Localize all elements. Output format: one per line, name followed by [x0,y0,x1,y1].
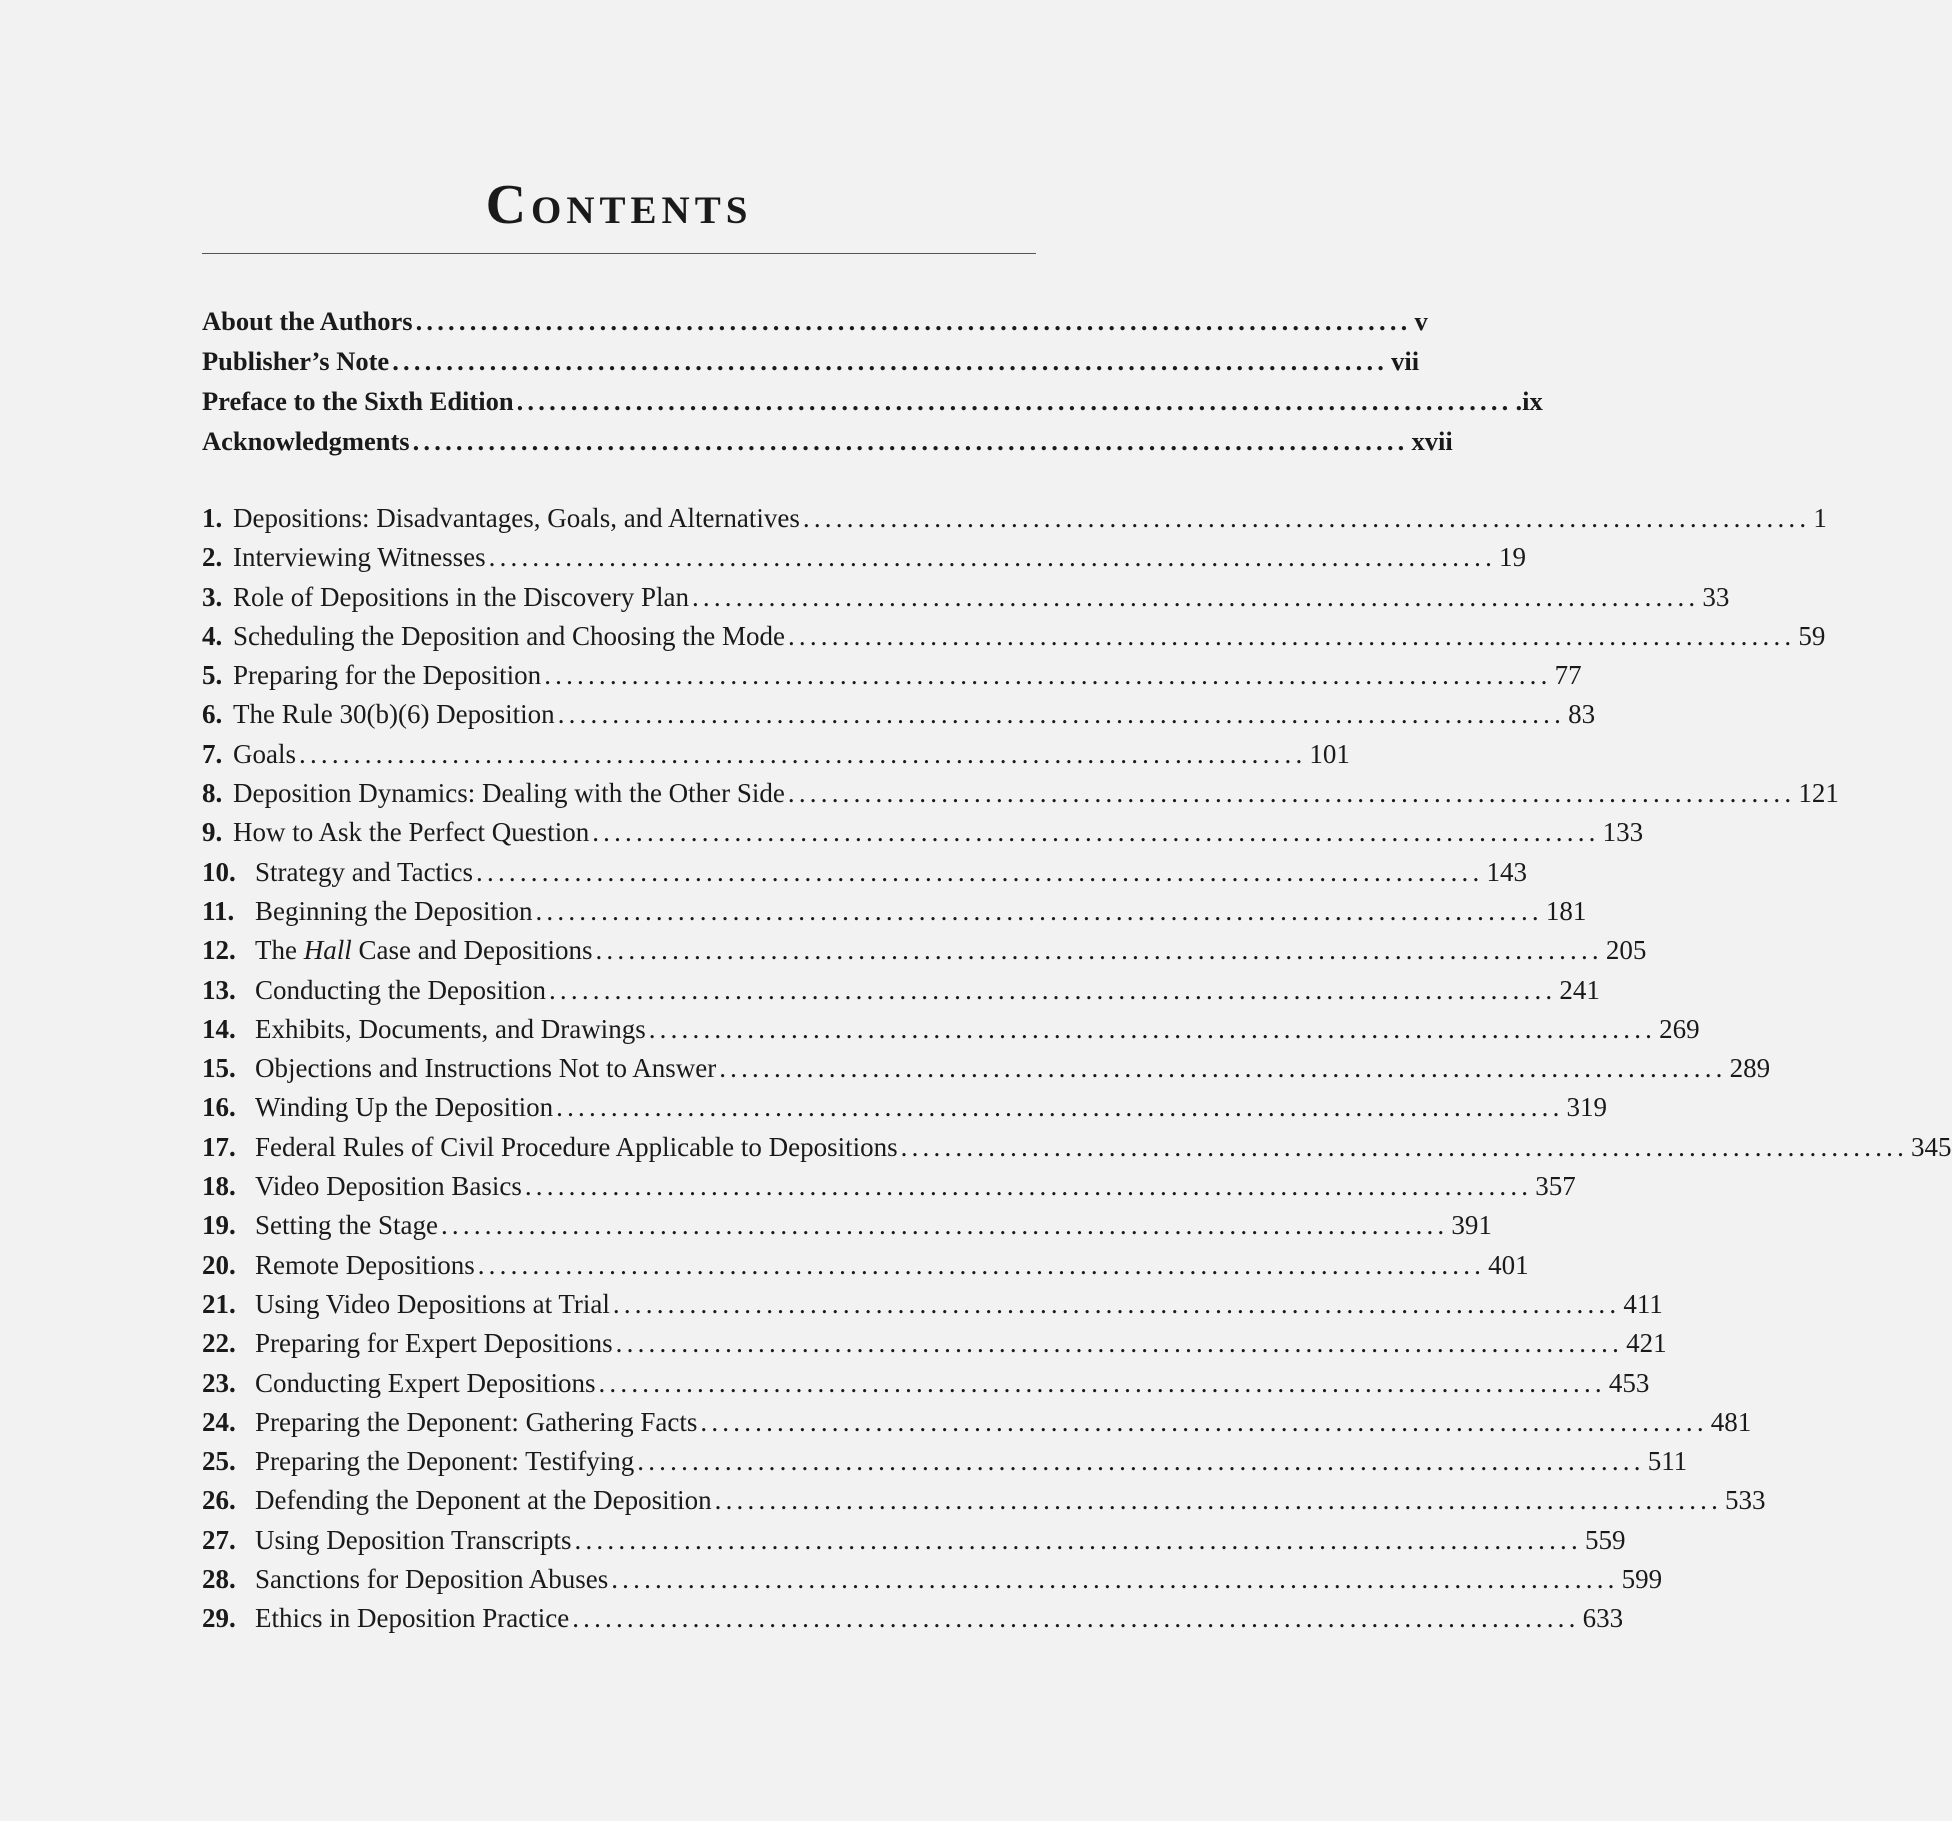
entry-title: Publisher’s Note [202,346,390,376]
page-number: 181 [1545,895,1587,926]
page-number: xvii [1411,426,1453,456]
dot-leader: ............................................................................................ [595,935,1603,966]
toc-entry[interactable] [202,306,1428,346]
page-number: 133 [1602,817,1644,848]
toc-entry[interactable] [202,581,1730,621]
title-divider [202,253,1036,254]
page-number: 511 [1647,1446,1688,1477]
dot-leader: ............................................................................................ [299,738,1307,769]
chapter-number: 28. [202,1564,236,1595]
dot-leader: ............................................................................................ [637,1446,1645,1477]
chapter-number: 2. [202,542,223,573]
toc-entry[interactable] [202,1485,1766,1524]
page-number: 77 [1554,660,1582,691]
page-number: .ix [1515,386,1543,416]
dot-leader: ............................................................................................ [691,581,1700,612]
toc-entry[interactable] [202,1092,1608,1131]
toc-entry[interactable] [202,699,1596,738]
page-number: 481 [1710,1406,1752,1437]
toc-entry[interactable] [202,1328,1667,1367]
entry-title: Winding Up the Deposition [255,1092,554,1123]
chapter-number: 5. [202,660,223,691]
dot-leader: ............................................................................................ [611,1564,1619,1595]
dot-leader: ............................................................................................ [574,1524,1582,1555]
entry-title: Exhibits, Documents, and Drawings [255,1013,646,1044]
dot-leader: ............................................................................................ [412,426,1409,456]
toc-entry[interactable] [202,1249,1529,1289]
entry-title: About the Authors [202,306,413,336]
page-number: 453 [1608,1367,1650,1398]
chapter-number: 4. [202,620,223,651]
dot-leader: ............................................................................................ [598,1367,1606,1398]
entry-title: Role of Depositions in the Discovery Plan [233,581,689,612]
dot-leader: ............................................................................................ [700,1406,1708,1437]
entry-title: Preparing for the Deposition [233,660,542,691]
page-number: 269 [1659,1013,1700,1044]
toc-entry[interactable] [202,1367,1650,1407]
chapter-number: 23. [202,1367,236,1398]
dot-leader: ............................................................................................ [535,895,1543,926]
page-number: 357 [1535,1171,1576,1202]
entry-title: Acknowledgments [202,426,410,456]
page-number: 319 [1566,1092,1608,1123]
entry-title: Strategy and Tactics [255,856,474,887]
toc-entry[interactable] [202,346,1420,386]
chapter-number: 1. [202,503,223,533]
entry-title: How to Ask the Perfect Question [233,817,590,848]
entry-title: Setting the Stage [255,1210,438,1241]
chapter-number: 22. [202,1328,236,1359]
chapter-number: 11. [202,895,235,926]
page-number: 559 [1584,1524,1626,1555]
dot-leader: ............................................................................................ [440,1210,1449,1241]
dot-leader: ............................................................................................ [544,660,1552,691]
chapter-number: 18. [202,1171,236,1202]
dot-leader: ............................................................................................ [787,778,1796,809]
chapter-number: 24. [202,1406,236,1437]
entry-title: Deposition Dynamics: Dealing with the Other Side [233,778,785,809]
chapter-number: 17. [202,1131,236,1162]
page-title: Contents [485,174,753,236]
page-number: 411 [1623,1288,1663,1319]
chapter-number: 19. [202,1210,236,1241]
chapter-number: 16. [202,1092,236,1123]
toc-entry[interactable] [202,1013,1700,1053]
entry-title: Beginning the Deposition [255,895,533,926]
dot-leader: ............................................................................................ [648,1013,1657,1044]
page-number: 421 [1626,1328,1667,1359]
toc-entry[interactable] [202,895,1587,935]
dot-leader: ............................................................................................ [714,1485,1723,1516]
entry-title: Preparing the Deponent: Testifying [255,1446,635,1477]
toc-entry[interactable] [202,542,1527,581]
toc-entry[interactable] [202,1171,1576,1210]
toc-entry[interactable] [202,660,1582,699]
page-number: 599 [1621,1564,1663,1595]
dot-leader: ............................................................................................ [488,542,1497,573]
dot-leader: ............................................................................................ [572,1603,1580,1634]
chapter-number: 10. [202,856,236,887]
page-number: 391 [1451,1210,1492,1241]
dot-leader: ............................................................................................ [476,856,1484,887]
toc-entry[interactable] [202,935,1647,974]
page-number: 143 [1486,856,1527,887]
toc-entry[interactable] [202,1131,1952,1171]
dot-leader: ............................................................................................ [900,1131,1909,1162]
toc-entry[interactable] [202,1564,1663,1603]
dot-leader: ............................................................................................ [556,1092,1564,1123]
chapter-number: 13. [202,974,236,1005]
entry-title: Objections and Instructions Not to Answer [255,1053,717,1084]
page-number: 633 [1582,1603,1624,1634]
page-number: 205 [1605,935,1647,966]
dot-leader: ............................................................................................ [592,817,1600,848]
page-number: 289 [1729,1053,1771,1084]
toc-entry[interactable] [202,1524,1626,1564]
entry-title: Federal Rules of Civil Procedure Applicable to Depositions [255,1131,898,1162]
title-part: The [255,935,304,966]
entry-title: Video Deposition Basics [255,1171,522,1202]
dot-leader: ............................................................................................ [557,699,1566,730]
entry-title: Using Video Depositions at Trial [255,1288,610,1319]
toc-entry[interactable] [202,1053,1771,1092]
chapter-number: 8. [202,778,223,809]
title-part: Case and Depositions [351,935,593,966]
dot-leader: ............................................................................................ [524,1171,1533,1202]
page-number: 121 [1798,778,1839,809]
chapter-number: 27. [202,1524,236,1555]
dot-leader: ............................................................................................ [392,346,1389,376]
chapter-number: 20. [202,1249,236,1280]
page-number: 345 [1911,1131,1952,1162]
entry-title: Interviewing Witnesses [233,542,486,573]
entry-title: Ethics in Deposition Practice [255,1603,570,1634]
entry-title [255,935,592,966]
toc-entry[interactable] [202,1406,1752,1446]
dot-leader: ............................................................................................ [719,1053,1727,1084]
entry-title: Preparing for Expert Depositions [255,1328,613,1359]
entry-title: Goals [233,738,296,769]
chapter-number: 7. [202,738,223,769]
toc-entry[interactable] [202,856,1527,896]
dot-leader: ............................................................................................ [787,620,1796,651]
chapter-number: 26. [202,1485,236,1516]
dot-leader: ............................................................................................ [612,1288,1621,1319]
page-number: vii [1391,346,1420,376]
chapter-number: 9. [202,817,223,848]
toc-entry[interactable] [202,817,1644,856]
toc-entry[interactable] [202,778,1839,817]
toc-entry[interactable] [202,1603,1624,1642]
title-italic-part: Hall [303,935,352,966]
chapter-number: 3. [202,581,223,612]
toc-entry[interactable] [202,503,1827,542]
toc-entry[interactable] [202,1210,1492,1249]
entry-title: Using Deposition Transcripts [255,1524,572,1555]
chapter-number: 14. [202,1013,236,1044]
toc-entry[interactable] [202,974,1600,1014]
toc-entry[interactable] [202,386,1543,426]
entry-title: The Rule 30(b)(6) Deposition [233,699,555,730]
toc-entry[interactable] [202,1446,1688,1485]
front-matter-list [202,306,1543,466]
page-number: 241 [1559,974,1600,1005]
entry-title: Defending the Deponent at the Deposition [255,1485,712,1516]
page-number: 59 [1798,620,1826,651]
toc-entry[interactable] [202,738,1350,778]
chapter-list [202,503,1952,1643]
chapter-number: 29. [202,1603,236,1634]
page-number: 101 [1309,738,1350,769]
chapter-number: 25. [202,1446,236,1477]
page-number: 1 [1813,503,1827,533]
entry-title: Depositions: Disadvantages, Goals, and Alternatives [233,503,800,533]
page-number: 33 [1702,581,1730,612]
chapter-number: 12. [202,935,236,966]
chapter-number: 6. [202,699,223,730]
entry-title: Remote Depositions [255,1249,475,1280]
dot-leader: ............................................................................................ [548,974,1557,1005]
entry-title: Preface to the Sixth Edition [202,386,514,416]
dot-leader: ............................................................................................ [615,1328,1624,1359]
page-number: 19 [1499,542,1527,573]
entry-title: Scheduling the Deposition and Choosing the Mode [233,620,785,651]
entry-title: Conducting Expert Depositions [255,1367,596,1398]
entry-title: Preparing the Deponent: Gathering Facts [255,1406,698,1437]
page-number: v [1414,306,1428,336]
entry-title: Sanctions for Deposition Abuses [255,1564,609,1595]
chapter-number: 21. [202,1288,236,1319]
dot-leader: ............................................................................................ [802,503,1811,533]
page-number: 533 [1725,1485,1766,1516]
entry-title: Conducting the Deposition [255,974,546,1005]
page-number: 401 [1488,1249,1529,1280]
chapter-number: 15. [202,1053,236,1084]
toc-entry[interactable] [202,426,1453,466]
toc-entry[interactable] [202,1288,1663,1328]
page-number: 83 [1568,699,1596,730]
dot-leader: ............................................................................................ [516,386,1513,416]
dot-leader: ............................................................................................ [477,1249,1486,1280]
toc-entry[interactable] [202,620,1826,660]
dot-leader: ............................................................................................ [415,306,1412,336]
